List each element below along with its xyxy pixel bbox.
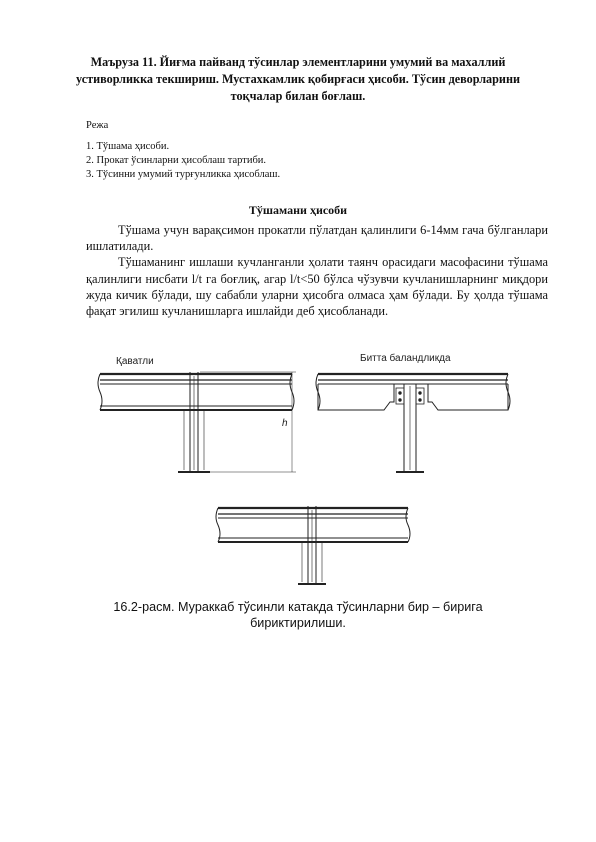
beam-connection-figure bbox=[0, 340, 596, 600]
plan-list bbox=[86, 140, 280, 182]
section-heading: Тўшамани ҳисоби bbox=[248, 203, 348, 217]
combined-connection-drawing bbox=[216, 506, 410, 584]
figure-caption: 16.2-расм. Мураккаб тўсинли катакда тўсинларни бир – бирига бириктирилиши. bbox=[113, 600, 483, 630]
paragraph: Тўшама учун варақсимон прокатли пўлатдан қалинлиги 6-14мм гача бўлганлари ишлатилади. bbox=[86, 223, 548, 254]
dimension-h-label: h bbox=[282, 418, 288, 429]
label-layered: Қаватли bbox=[116, 356, 154, 367]
single-level-connection-drawing bbox=[316, 374, 510, 472]
plan-item: 3. Тўсинни умумий турғунликка ҳисоблаш. bbox=[86, 169, 281, 180]
plan-item: 2. Прокат ўсинларни ҳисоблаш тартиби. bbox=[86, 155, 267, 166]
plan-heading: Режа bbox=[86, 120, 109, 131]
plan-item: 1. Тўшама ҳисоби. bbox=[86, 141, 170, 152]
paragraph: Тўшаманинг ишлаши кучланганли ҳолати таянч орасидаги масофасини тўшама қалинлиги нисбати l/t га боғлиқ, агар l/t<50 бўлса чўзувчи кучланишларнинг миқдори жуда кичик бўлади, шу сабабли уларни ҳисобга олмаса ҳам бўлади. Бу ҳолда тўшама фақат эгилиш кучланишларга ишлайди деб ҳисобланади. bbox=[86, 255, 548, 319]
layered-connection-drawing bbox=[98, 372, 296, 472]
section-body bbox=[86, 222, 548, 319]
lecture-title: Маъруза 11. Йиғма пайванд тўсинлар элементларини умумий ва махаллий устиворликка текшириш. Мустахкамлик қобирғаси ҳисоби. Тўсин деворларини тоқчалар билан боғлаш. bbox=[75, 55, 520, 103]
label-single-level: Битта баландликда bbox=[360, 353, 451, 364]
